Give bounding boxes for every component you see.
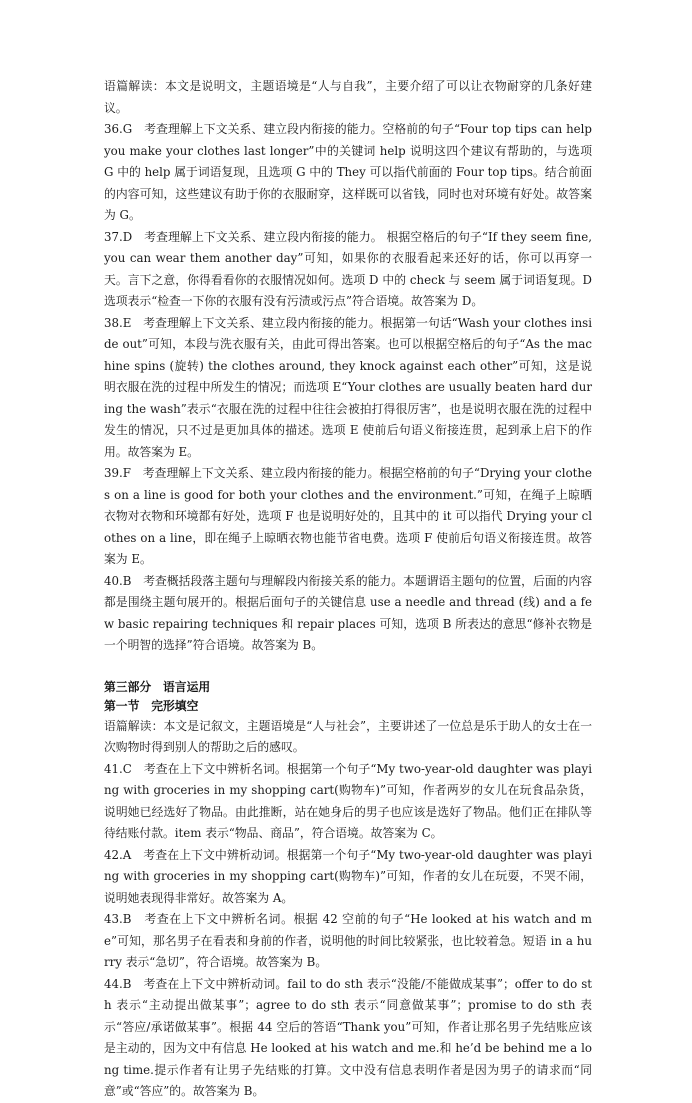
answer-explanation-44: 44.B 考查在上下文中辨析动词。fail to do sth 表示“没能/不能做成某事”；offer to do sth 表示“主动提出做某事”；agree to do sth 表示“同意做某事”；promise to do sth 表示“答应/承诺做某事”。根据 44 空后的答语“Thank you”可知，作者让那名男子先结账应该是主动的，因为文中有信息 He looked at his watch and me.和 he’d be behind me a long time.提示作者有让男子先结账的打算。文中没有信息表明作者是因为男子的请求而“同意”或“答应”的。故答案为 B。 xyxy=(104,976,592,1098)
answer-explanation-38: 38.E 考查理解上下文关系、建立段内衔接的能力。根据第一句话“Wash your clothes inside out”可知，本段与洗衣服有关，由此可得出答案。也可以根据空格后的句子“As the machine spins (旋转) the clothes around, they knock against each other”可知，这是说明衣服在洗的过程中所发生的情况；而选项 E“Your clothes are usually beaten hard during the wash”表示“衣服在洗的过程中往往会被拍打得很厉害”，也是说明衣服在洗的过程中发生的情况，只不过是更加具体的描述。选项 E 使前后句语义衔接连贯，起到承上启下的作用。故答案为 E。 xyxy=(104,315,592,459)
answer-explanation-37: 37.D 考查理解上下文关系、建立段内衔接的能力。 根据空格后的句子“If they seem fine, you can wear them another day”可知，如果你的衣服看起来还好的话，你可以再穿一天。言下之意，你得看看你的衣服情况如何。选项 D 中的 check 与 seem 属于词语复现。D 选项表示“检查一下你的衣服有没有污渍或污点”符合语境。故答案为 D。 xyxy=(104,229,592,308)
section-title: 第三部分 语言运用 xyxy=(104,679,211,694)
subsection-title: 第一节 完形填空 xyxy=(104,698,199,713)
answer-explanation-36: 36.G 考查理解上下文关系、建立段内衔接的能力。空格前的句子“Four top tips can help you make your clothes last longer”中的关键词 help 说明这四个建议有帮助的，与选项 G 中的 help 属于词语复现，且选项 G 中的 They 可以指代前面的 Four top tips。结合前面的内容可知，这些建议有助于你的衣服耐穿，这样既可以省钱，同时也对环境有好处。故答案为 G。 xyxy=(104,122,592,222)
answer-explanation-43: 43.B 考查在上下文中辨析名词。根据 42 空前的句子“He looked at his watch and me”可知，那名男子在看表和身前的作者，说明他的时间比较紧张，也比较着急。短语 in a hurry 表示“急切”，符合语境。故答案为 B。 xyxy=(104,912,592,969)
answer-explanation-39: 39.F 考查理解上下文关系、建立段内衔接的能力。根据空格前的句子“Drying your clothes on a line is good for both your clothes and the environment.”可知，在绳子上晾晒衣物对衣物和环境都有好处，选项 F 也是说明好处的，且其中的 it 可以指代 Drying your clothes on a line，即在绳子上晾晒衣物也能节省电费。选项 F 使前后句语义衔接连贯。故答案为 E。 xyxy=(104,466,592,566)
passage-interpretation-2: 语篇解读：本文是记叙文，主题语境是“人与社会”，主要讲述了一位总是乐于助人的女士在一次购物时得到别人的帮助之后的感叹。 xyxy=(104,718,592,754)
answer-explanation-41: 41.C 考查在上下文中辨析名词。根据第一个句子“My two-year-old daughter was playing with groceries in my shopping cart(购物车)”可知，作者两岁的女儿在玩食品杂货，说明她已经选好了物品。由此推断，站在她身后的男子也应该是选好了物品。他们正在排队等待结账付款。item 表示“物品、商品”，符合语境。故答案为 C。 xyxy=(104,761,592,840)
answer-explanation-40: 40.B 考查概括段落主题句与理解段内衔接关系的能力。本题谓语主题句的位置，后面的内容都是围绕主题句展开的。根据后面句子的关键信息 use a needle and thread (线) and a few basic repairing techniques 和 repair places 可知，选项 B 所表达的意思“修补衣物是一个明智的选择”符合语境。故答案为 B。 xyxy=(104,573,592,652)
passage-interpretation-1: 语篇解读：本文是说明文，主题语境是“人与自我”，主要介绍了可以让衣物耐穿的几条好建议。 xyxy=(104,79,592,115)
section-spacer xyxy=(104,657,592,678)
answer-explanation-42: 42.A 考查在上下文中辨析动词。根据第一个句子“My two-year-old daughter was playing with groceries in my shopping cart(购物车)”可知，作者的女儿在玩耍，不哭不闹，说明她表现得非常好。故答案为 A。 xyxy=(104,847,592,905)
